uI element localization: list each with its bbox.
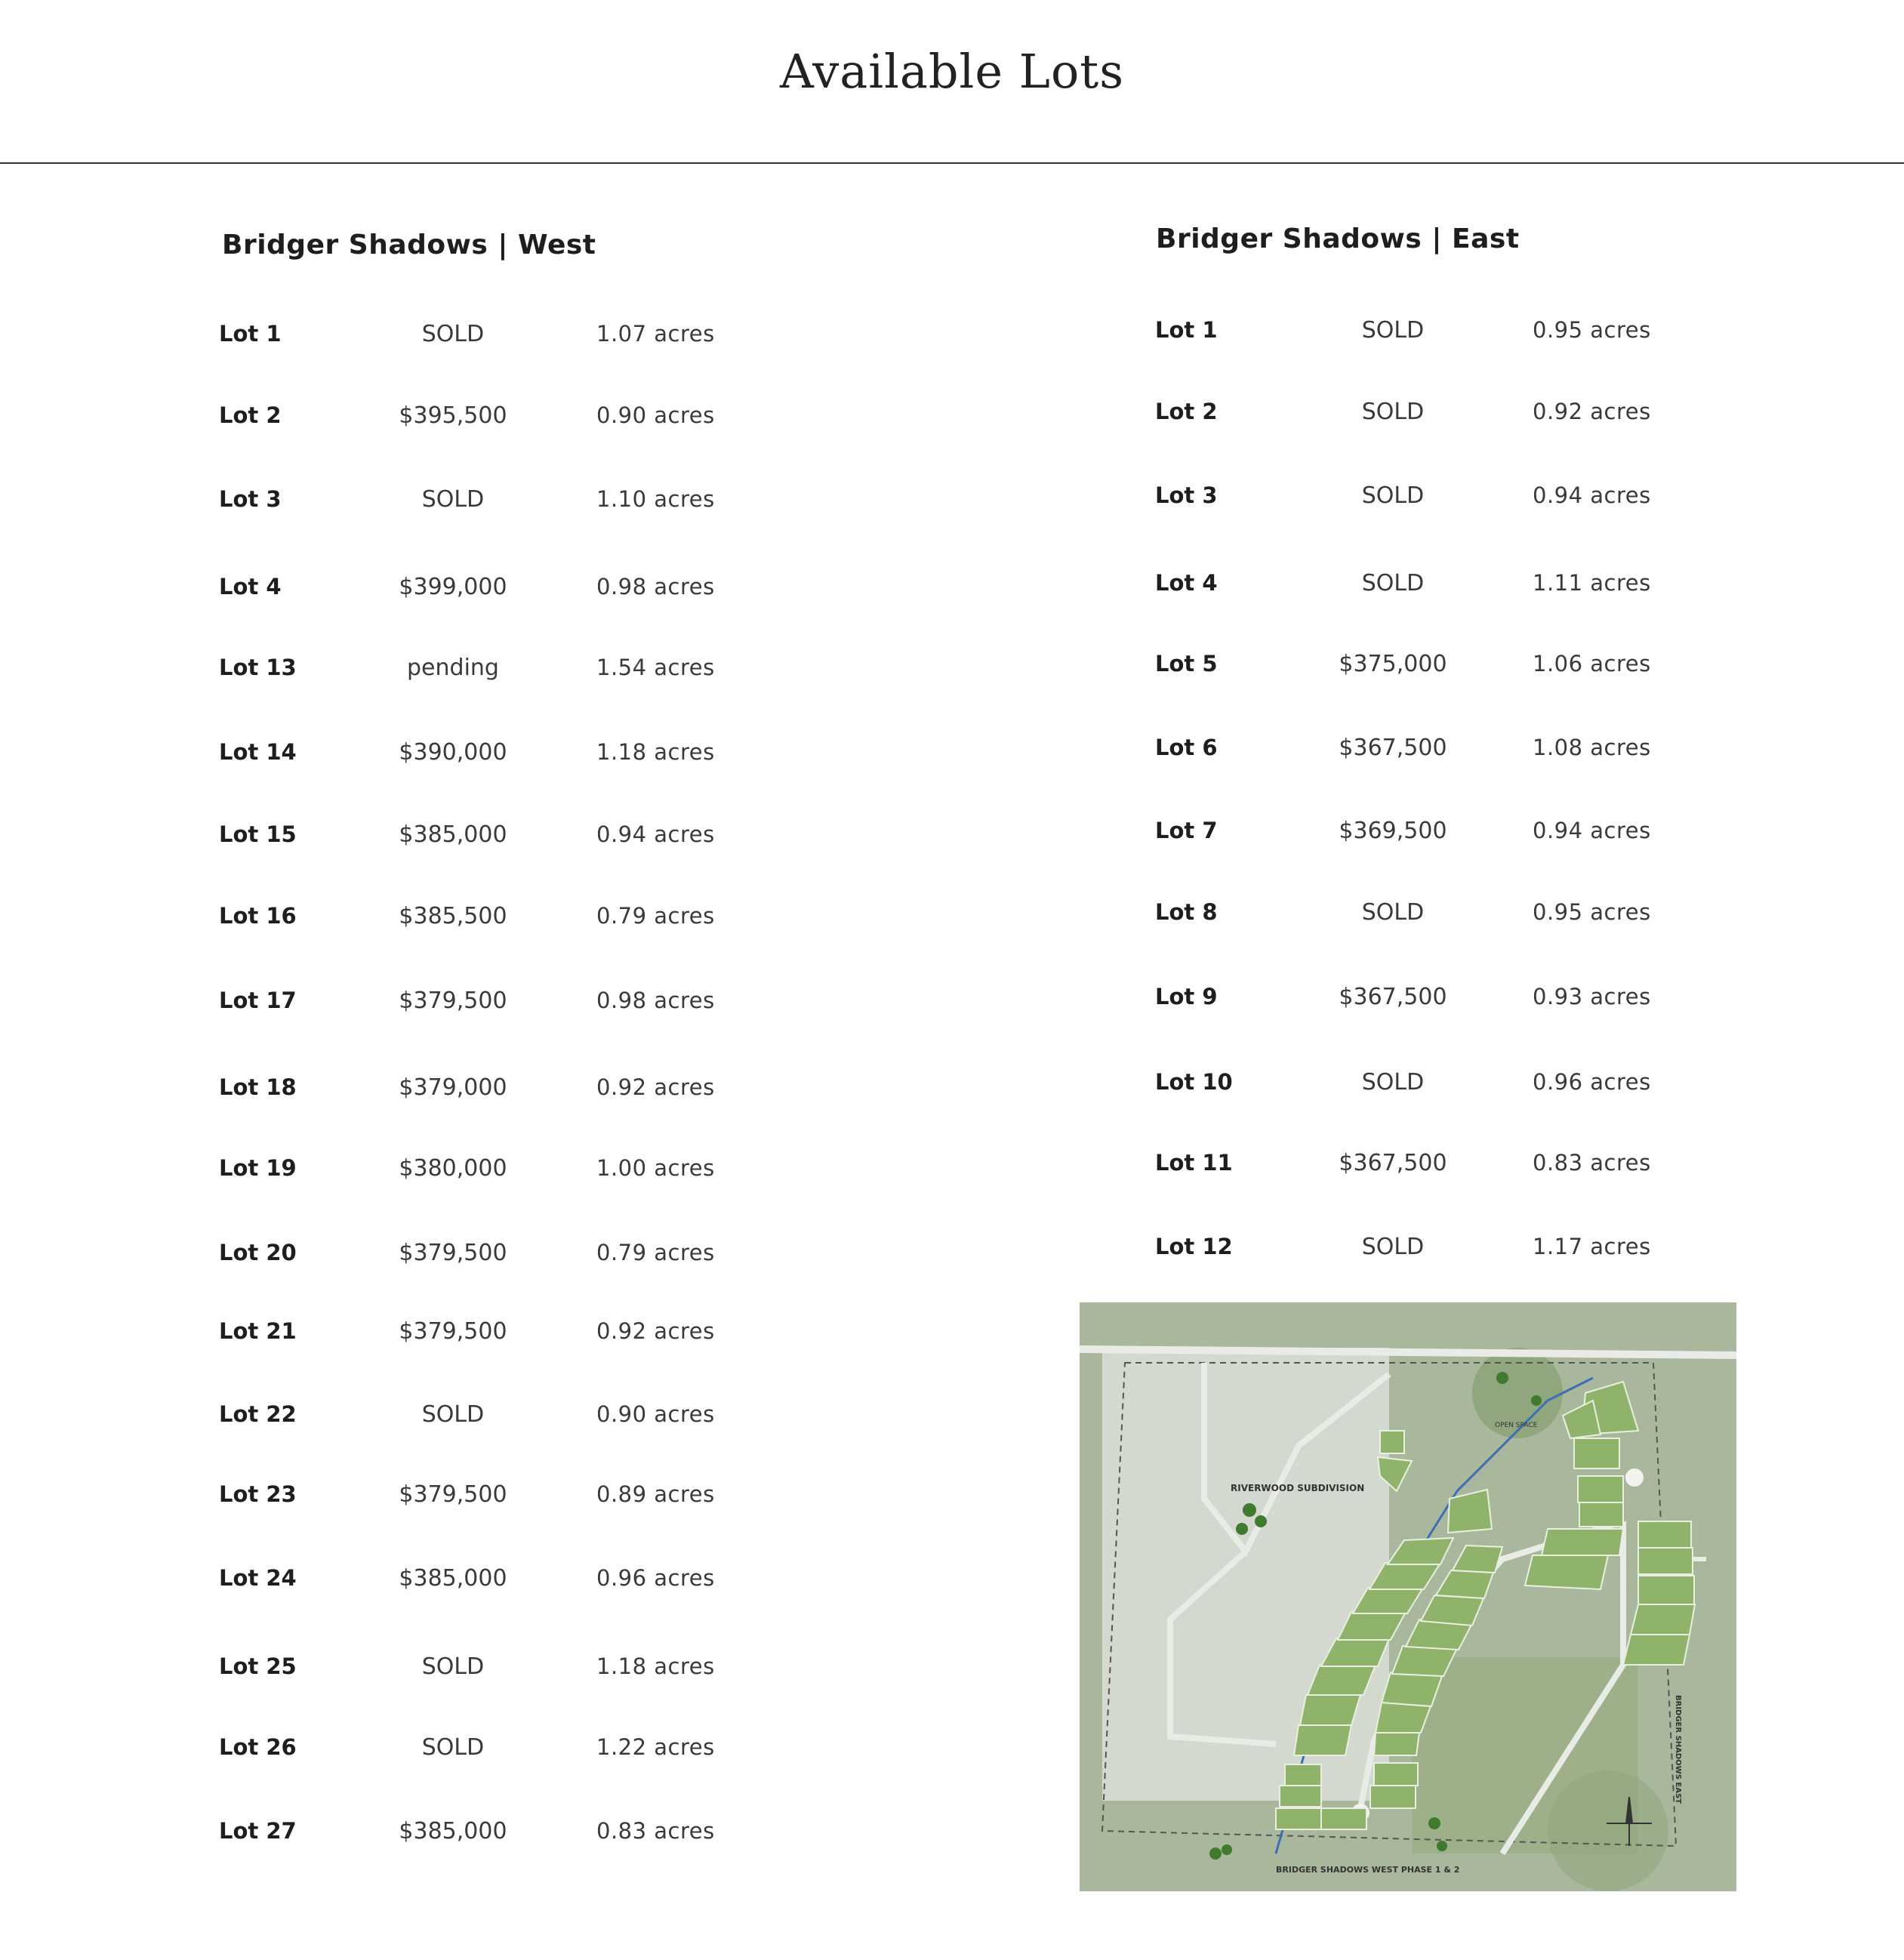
lot-price: $379,500 (399, 1240, 507, 1266)
lot-name: Lot 12 (1155, 1234, 1233, 1259)
east-lot-row (0, 984, 1651, 1029)
lot-acres: 0.95 acres (1533, 317, 1651, 343)
east-lot-row (0, 651, 1651, 696)
lot-acres: 0.90 acres (596, 1401, 715, 1427)
west-lot-row (0, 1734, 830, 1780)
lot-price: SOLD (1361, 399, 1425, 425)
lot-name: Lot 23 (219, 1481, 297, 1507)
lot-price: $367,500 (1339, 735, 1447, 761)
lot-acres: 0.96 acres (1533, 1069, 1651, 1095)
lot-acres: 0.94 acres (596, 821, 715, 847)
lot-acres: 0.94 acres (1533, 818, 1651, 843)
lot-acres: 0.90 acres (596, 402, 715, 428)
lot-price: SOLD (421, 486, 485, 513)
east-section-heading: Bridger Shadows | East (1156, 223, 1520, 254)
lot-acres: 1.18 acres (596, 739, 715, 765)
lot-name: Lot 4 (1155, 570, 1218, 596)
lot-acres: 0.83 acres (1533, 1150, 1651, 1176)
lot-acres: 0.98 acres (596, 574, 715, 599)
lot-acres: 1.17 acres (1533, 1234, 1651, 1259)
lot-acres: 1.10 acres (596, 486, 715, 512)
lot-name: Lot 20 (219, 1240, 297, 1265)
west-lot-row (0, 1401, 830, 1447)
lot-price: SOLD (421, 1734, 485, 1761)
lot-name: Lot 10 (1155, 1069, 1233, 1095)
lot-price: $379,500 (399, 1318, 507, 1345)
lot-name: Lot 14 (219, 739, 297, 765)
east-lot-row (0, 735, 1651, 780)
west-lot-row (0, 1481, 830, 1527)
lot-acres: 0.98 acres (596, 988, 715, 1013)
lot-acres: 0.92 acres (596, 1074, 715, 1100)
west-lot-row (0, 1653, 830, 1699)
lot-price: $367,500 (1339, 984, 1447, 1010)
lot-name: Lot 24 (219, 1565, 297, 1591)
title-divider (0, 162, 1904, 164)
map-label-riverwood: RIVERWOOD SUBDIVISION (1231, 1483, 1365, 1493)
lot-acres: 0.95 acres (1533, 899, 1651, 925)
lot-price: SOLD (421, 321, 485, 347)
map-label-open-space: OPEN SPACE (1495, 1422, 1538, 1429)
lot-price: SOLD (1361, 317, 1425, 344)
lot-name: Lot 18 (219, 1074, 297, 1100)
lot-name: Lot 26 (219, 1734, 297, 1760)
east-lot-row (0, 317, 1651, 362)
east-lot-row (0, 482, 1651, 528)
lot-price: pending (407, 655, 499, 681)
lot-acres: 0.92 acres (1533, 399, 1651, 424)
lot-acres: 1.06 acres (1533, 651, 1651, 676)
lot-name: Lot 2 (1155, 399, 1218, 424)
lot-name: Lot 4 (219, 574, 282, 599)
west-lot-row (0, 1818, 830, 1863)
lot-price: $379,500 (399, 1481, 507, 1508)
lot-acres: 0.93 acres (1533, 984, 1651, 1009)
west-lot-row (0, 1565, 830, 1610)
east-lot-row (0, 399, 1651, 444)
east-lot-row (0, 1234, 1651, 1279)
lot-price: $395,500 (399, 402, 507, 429)
lot-acres: 1.18 acres (596, 1653, 715, 1679)
lot-name: Lot 13 (219, 655, 297, 680)
lot-name: Lot 8 (1155, 899, 1218, 925)
lot-acres: 0.83 acres (596, 1818, 715, 1844)
east-lot-row (0, 1069, 1651, 1114)
lot-price: SOLD (1361, 899, 1425, 926)
lot-name: Lot 17 (219, 988, 297, 1013)
lot-acres: 0.89 acres (596, 1481, 715, 1507)
lot-name: Lot 27 (219, 1818, 297, 1844)
west-section-heading: Bridger Shadows | West (222, 230, 596, 260)
lot-price: SOLD (421, 1401, 485, 1428)
lot-price: SOLD (1361, 482, 1425, 509)
lot-price: SOLD (1361, 1069, 1425, 1096)
lot-name: Lot 1 (219, 321, 282, 347)
west-lot-row (0, 1318, 830, 1364)
east-lot-row (0, 818, 1651, 863)
lot-acres: 1.54 acres (596, 655, 715, 680)
lot-acres: 0.92 acres (596, 1318, 715, 1344)
lot-acres: 1.22 acres (596, 1734, 715, 1760)
lot-acres: 1.07 acres (596, 321, 715, 347)
lot-name: Lot 25 (219, 1653, 297, 1679)
lot-name: Lot 9 (1155, 984, 1218, 1009)
lot-name: Lot 21 (219, 1318, 297, 1344)
lot-price: $379,000 (399, 1074, 507, 1101)
site-plan-map (1080, 1302, 1736, 1891)
site-plan-illustration (1080, 1302, 1736, 1891)
east-lot-row (0, 570, 1651, 615)
lot-price: $385,000 (399, 1565, 507, 1592)
lot-price: $385,000 (399, 1818, 507, 1844)
lot-name: Lot 6 (1155, 735, 1218, 760)
lot-price: SOLD (421, 1653, 485, 1680)
lot-name: Lot 2 (219, 402, 282, 428)
lot-price: $385,500 (399, 903, 507, 929)
lot-price: $369,500 (1339, 818, 1447, 844)
lot-price: $375,000 (1339, 651, 1447, 677)
map-label-east: BRIDGER SHADOWS EAST (1674, 1695, 1682, 1804)
lot-price: SOLD (1361, 1234, 1425, 1260)
lot-acres: 0.96 acres (596, 1565, 715, 1591)
lot-name: Lot 5 (1155, 651, 1218, 676)
lot-price: $379,500 (399, 988, 507, 1014)
lot-price: $390,000 (399, 739, 507, 766)
lot-price: $399,000 (399, 574, 507, 600)
lot-name: Lot 1 (1155, 317, 1218, 343)
east-lot-row (0, 899, 1651, 945)
lot-acres: 1.08 acres (1533, 735, 1651, 760)
page-title: Available Lots (779, 44, 1125, 99)
lot-price: SOLD (1361, 570, 1425, 596)
lot-acres: 0.94 acres (1533, 482, 1651, 508)
lot-name: Lot 15 (219, 821, 297, 847)
lot-price: $367,500 (1339, 1150, 1447, 1176)
lot-name: Lot 7 (1155, 818, 1218, 843)
lot-name: Lot 19 (219, 1155, 297, 1181)
lot-acres: 0.79 acres (596, 903, 715, 929)
lot-price: $380,000 (399, 1155, 507, 1182)
lot-acres: 0.79 acres (596, 1240, 715, 1265)
lot-acres: 1.00 acres (596, 1155, 715, 1181)
lot-name: Lot 3 (1155, 482, 1218, 508)
lot-name: Lot 11 (1155, 1150, 1233, 1176)
lot-name: Lot 16 (219, 903, 297, 929)
lot-name: Lot 22 (219, 1401, 297, 1427)
lot-name: Lot 3 (219, 486, 282, 512)
map-label-west-phase: BRIDGER SHADOWS WEST PHASE 1 & 2 (1276, 1865, 1460, 1875)
lot-price: $385,000 (399, 821, 507, 848)
east-lot-row (0, 1150, 1651, 1195)
lot-acres: 1.11 acres (1533, 570, 1651, 596)
